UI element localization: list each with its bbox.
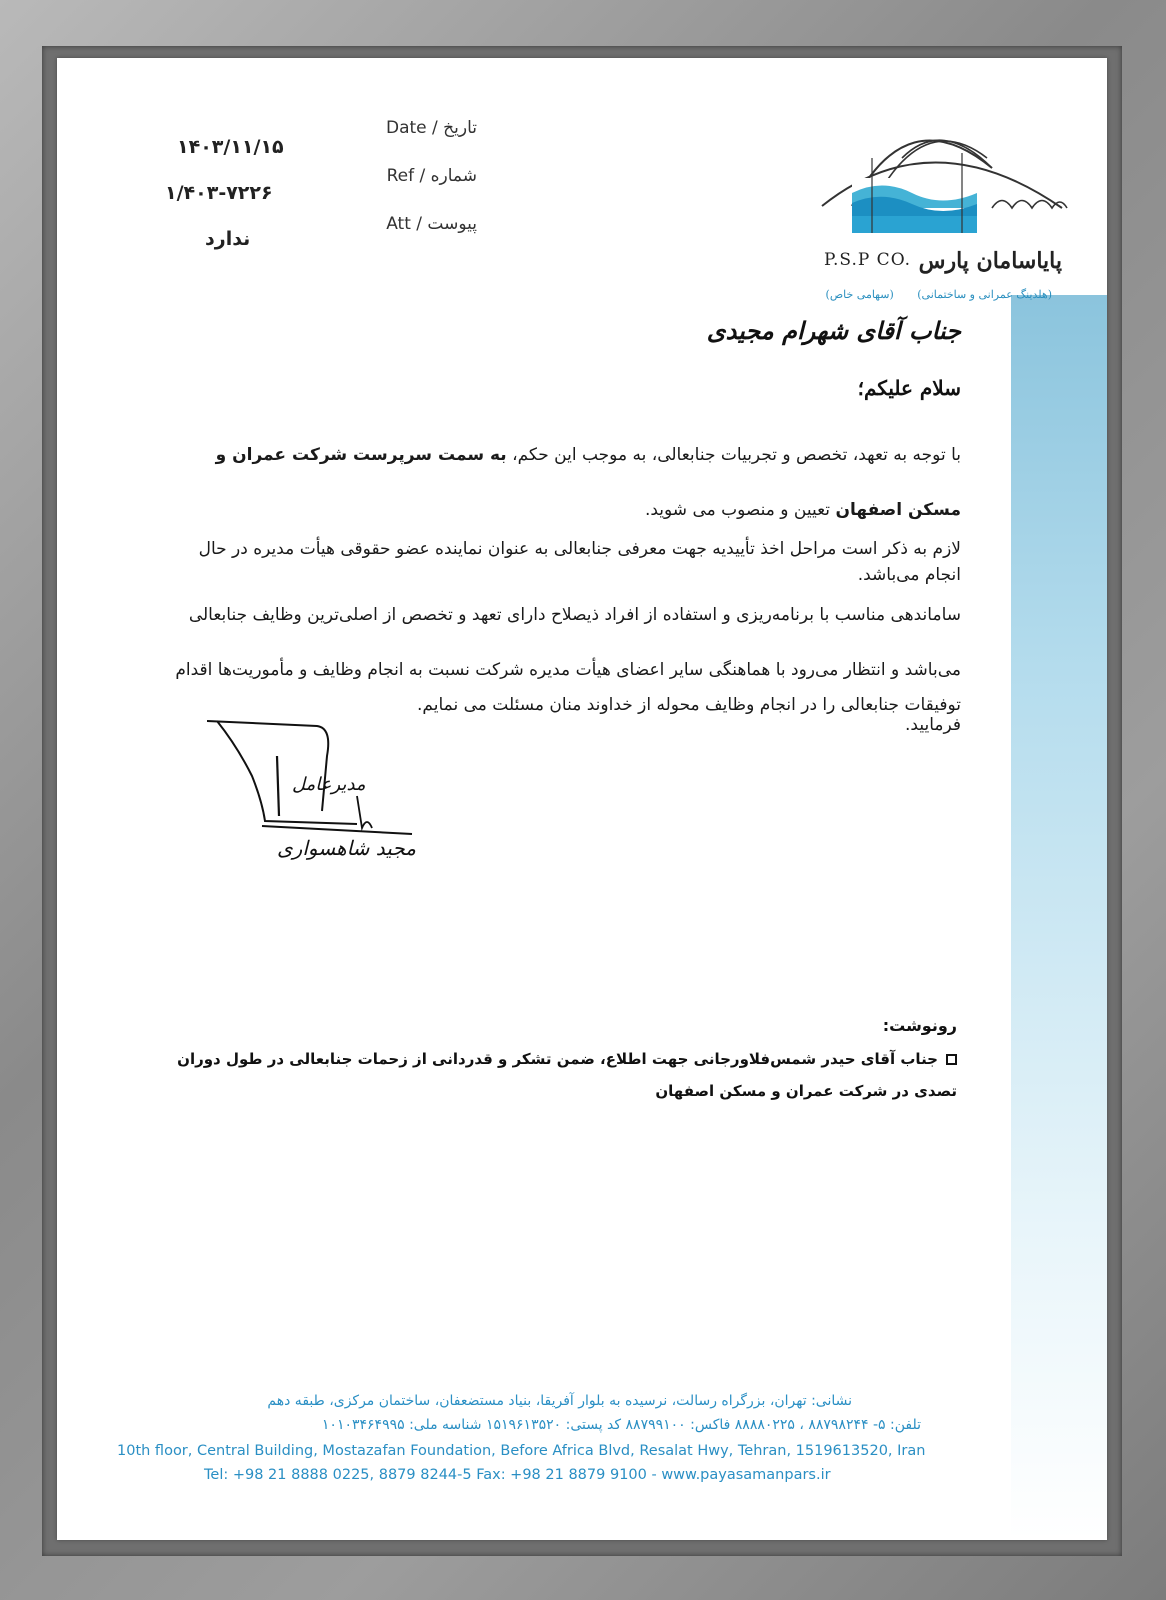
- company-logo: [812, 98, 1082, 301]
- side-color-bar: [1011, 295, 1107, 1540]
- company-name-fa: پایاسامان پارس: [918, 248, 1062, 274]
- footer-address-en: 10th floor, Central Building, Mostazafan Foundation, Before Africa Blvd, Resalat Hwy, Tehran, 1519613520, Iran: [117, 1443, 926, 1459]
- company-subtitle-1: (هلدینگ عمرانی و ساختمانی): [917, 288, 1052, 301]
- meta-att-row: [157, 214, 477, 250]
- date-value: ۱۴۰۳/۱۱/۱۵: [177, 136, 284, 158]
- letter-paragraph-4: توفیقات جنابعالی را در انجام وظایف محوله از خداوند منان مسئلت می نمایم.: [417, 695, 961, 715]
- p1-bold: به سمت سرپرست شرکت عمران و مسکن اصفهان: [215, 445, 961, 520]
- signature-block: [207, 716, 437, 886]
- cc-item-text: جناب آقای حیدر شمس‌فلاورجانی جهت اطلاع، ضمن تشکر و قدردانی از زحمات جنابعالی در طول دوران تصدی در شرکت عمران و مسکن اصفهان: [177, 1050, 957, 1100]
- checkbox-icon: [946, 1054, 957, 1065]
- company-subtitle-2: (سهامی خاص): [825, 288, 894, 301]
- letter-paragraph-3: ساماندهی مناسب با برنامه‌ریزی و استفاده از افراد ذیصلاح دارای تعهد و تخصص از اصلی‌ترین وظایف جنابعالی می‌باشد و انتظار می‌رود با هماهنگی سایر اعضای هیأت مدیره شرکت نسبت به انجام وظایف و مأموریت‌ها اقدام فرمایید.: [175, 605, 961, 735]
- company-subtitle: [826, 288, 1052, 301]
- signatory-name: مجید شاهسواری: [277, 836, 416, 860]
- letter-page: [57, 58, 1107, 1540]
- letter-meta: [157, 118, 477, 258]
- footer-contact-fa: تلفن: ۵- ۸۸۷۹۸۲۴۴ ، ۸۸۸۸۰۲۲۵ فاکس: ۸۸۷۹۹۱۰۰ کد پستی: ۱۵۱۹۶۱۳۵۲۰ شناسه ملی: ۱۰۱۰۳۴۶۴۹۹۵: [321, 1417, 921, 1433]
- company-name-en: P.S.P CO.: [824, 250, 912, 270]
- att-label: Att / پیوست: [386, 214, 477, 234]
- signatory-title: مدیرعامل: [292, 774, 366, 795]
- p1-part1: با توجه به تعهد، تخصص و تجربیات جنابعالی، به موجب این حکم،: [506, 445, 961, 465]
- cc-label: رونوشت:: [882, 1016, 957, 1035]
- meta-ref-row: [157, 166, 477, 204]
- letter-recipient: جناب آقای شهرام مجیدی: [706, 316, 961, 345]
- att-value: ندارد: [205, 228, 251, 250]
- ref-value: ۱/۴۰۳-۷۲۲۶: [165, 182, 273, 204]
- meta-date-row: [157, 118, 477, 158]
- p1-part2: تعیین و منصوب می شوید.: [644, 500, 836, 520]
- cc-item: [177, 1043, 957, 1107]
- bridge-logo-icon: [812, 98, 1082, 248]
- ref-label: Ref / شماره: [386, 166, 477, 186]
- footer-address-fa: نشانی: تهران، بزرگراه رسالت، نرسیده به بلوار آفریقا، بنیاد مستضعفان، ساختمان مرکزی، طبقه دهم: [267, 1393, 852, 1409]
- letter-paragraph-2: لازم به ذکر است مراحل اخذ تأییدیه جهت معرفی جنابعالی به عنوان نماینده عضو حقوقی هیأت مدیره در حال انجام می‌باشد.: [198, 539, 961, 585]
- date-label: Date / تاریخ: [386, 118, 477, 138]
- letter-paragraph-1: [161, 428, 961, 538]
- footer-contact-en: Tel: +98 21 8888 0225, 8879 8244-5 Fax: +98 21 8879 9100 - www.payasamanpars.ir: [204, 1467, 831, 1483]
- letter-greeting: سلام علیکم؛: [857, 376, 961, 400]
